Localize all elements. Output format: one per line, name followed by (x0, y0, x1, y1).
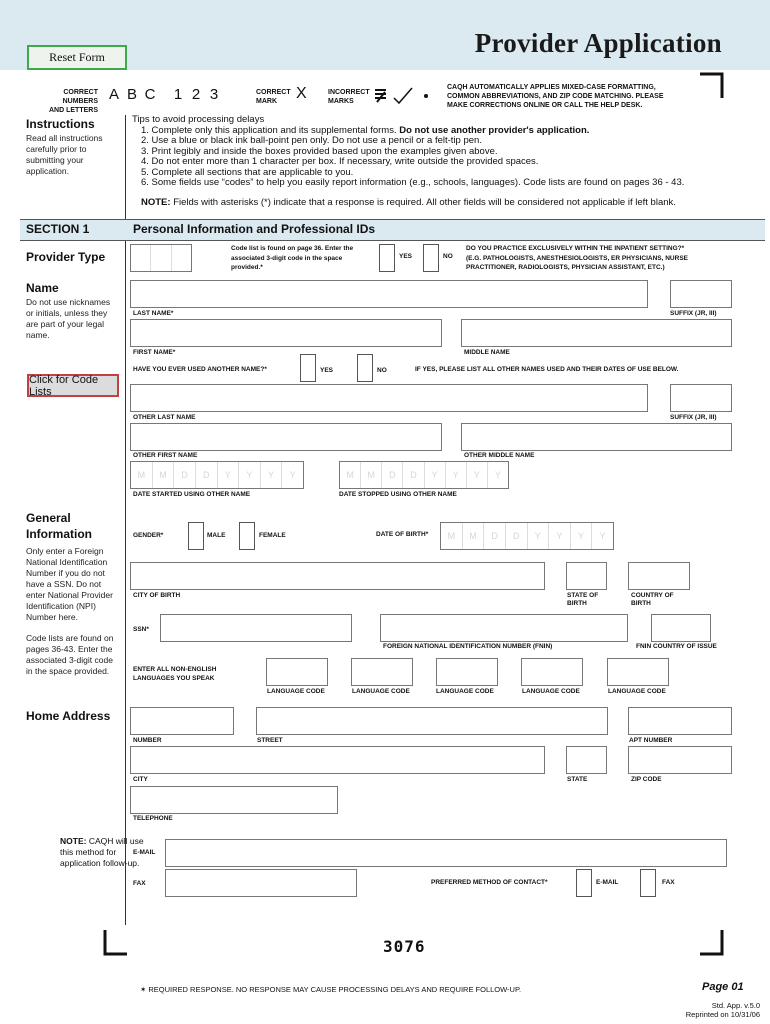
other-names-no-label: NO (377, 367, 387, 374)
other-names-note: IF YES, PLEASE LIST ALL OTHER NAMES USED AND THEIR DATES OF USE BELOW. (415, 366, 679, 373)
address-street-label: STREET (257, 737, 283, 744)
language-code-label-5: LANGUAGE CODE (608, 688, 666, 695)
email-label: E-MAIL (133, 849, 156, 856)
state-input[interactable] (566, 746, 607, 774)
corner-mark-top-right (700, 72, 724, 98)
inpatient-yes-checkbox[interactable] (379, 244, 395, 272)
language-code-input-4[interactable] (521, 658, 583, 686)
telephone-label: TELEPHONE (133, 815, 173, 822)
fax-input[interactable] (165, 869, 357, 897)
suffix-input[interactable] (670, 280, 732, 308)
country-of-birth-input[interactable] (628, 562, 690, 590)
gender-male-checkbox[interactable] (188, 522, 204, 550)
inpatient-yes-label: YES (399, 253, 413, 260)
zip-code-label: ZIP CODE (631, 776, 662, 783)
dob-label: DATE OF BIRTH* (376, 531, 429, 538)
provider-type-code-input[interactable] (130, 244, 192, 272)
other-suffix-label: SUFFIX (JR, III) (670, 414, 717, 421)
tips-block: Tips to avoid processing delays 1. Complete only this application and its supplemental forms. Do not use another provider's application. 2. Use a blue or black ink ball-point pen only. Do not use a pencil or a felt-tip pen. 3. Print legibly and inside the boxes provided based upon the examples given above. 4. Do not enter more than 1 character per box. If necessary, write outside the provided spaces. 5. Complete all sections that are applicable to you. 6. Some fields use “codes” to help you easily report information (e.g., schools, languages). Code lists are found on pages 36 - 43. (132, 114, 685, 188)
other-last-name-label: OTHER LAST NAME (133, 414, 196, 421)
address-street-input[interactable] (256, 707, 608, 735)
fnin-label: FOREIGN NATIONAL IDENTIFICATION NUMBER (FNIN) (383, 643, 553, 650)
languages-label: ENTER ALL NON-ENGLISH LANGUAGES YOU SPEAK (133, 666, 217, 682)
required-fields-note: NOTE: Fields with asterisks (*) indicate that a response is required. All other fields will be considered not applicable if left blank. (141, 197, 676, 208)
language-code-input-1[interactable] (266, 658, 328, 686)
first-name-input[interactable] (130, 319, 442, 347)
last-name-label: LAST NAME* (133, 310, 174, 317)
telephone-input[interactable] (130, 786, 338, 814)
language-side-note: Code lists are found on pages 36-43. Enter the associated 3-digit code in the space provided. (26, 633, 114, 676)
form-number: 3076 (383, 937, 426, 956)
other-names-yes-checkbox[interactable] (300, 354, 316, 382)
apt-number-label: APT NUMBER (629, 737, 673, 744)
city-of-birth-label: CITY OF BIRTH (133, 592, 181, 599)
general-info-heading: General Information (26, 511, 92, 541)
correct-numbers-label: CORRECT NUMBERS AND LETTERS (49, 89, 98, 114)
last-name-input[interactable] (130, 280, 648, 308)
fnin-country-label: FNIN COUNTRY OF ISSUE (636, 643, 717, 650)
section-number: SECTION 1 (26, 222, 90, 236)
preferred-fax-label: FAX (662, 879, 675, 886)
ssn-label: SSN* (133, 626, 149, 633)
gender-male-label: MALE (207, 532, 226, 539)
state-label: STATE (567, 776, 588, 783)
other-first-name-label: OTHER FIRST NAME (133, 452, 198, 459)
incorrect-marks-icon (372, 84, 436, 106)
apt-number-input[interactable] (628, 707, 732, 735)
email-input[interactable] (165, 839, 727, 867)
sample-characters: A B C 1 2 3 (108, 86, 219, 103)
name-side-text: Do not use nicknames or initials, unless they are part of your legal name. (26, 297, 111, 340)
fax-label: FAX (133, 880, 146, 887)
inpatient-no-label: NO (443, 253, 453, 260)
version-info: Std. App. v.5.0 Reprinted on 10/31/06 (685, 1001, 760, 1019)
correct-mark-label: CORRECT MARK (256, 89, 291, 105)
other-names-yes-label: YES (320, 367, 334, 374)
incorrect-marks-label: INCORRECT MARKS (328, 89, 370, 105)
other-middle-name-input[interactable] (461, 423, 732, 451)
first-name-label: FIRST NAME* (133, 349, 176, 356)
provider-type-heading: Provider Type (26, 250, 106, 264)
address-number-label: NUMBER (133, 737, 162, 744)
fnin-side-note: Only enter a Foreign National Identification Number if you do not have a SSN. Do not enter National Provider Identification (NPI) Number here. (26, 546, 113, 622)
date-started-input[interactable]: M M D D Y Y Y Y (130, 461, 304, 489)
preferred-fax-checkbox[interactable] (640, 869, 656, 897)
country-of-birth-label: COUNTRY OF BIRTH (631, 592, 674, 607)
other-first-name-input[interactable] (130, 423, 442, 451)
contact-method-note: NOTE: CAQH will use this method for application follow-up. (60, 836, 144, 868)
zip-code-input[interactable] (628, 746, 732, 774)
reset-form-button[interactable]: Reset Form (27, 45, 127, 70)
fnin-input[interactable] (380, 614, 628, 642)
date-started-label: DATE STARTED USING OTHER NAME (133, 491, 251, 498)
gender-female-label: FEMALE (259, 532, 286, 539)
dob-input[interactable]: M M D D Y Y Y Y (440, 522, 614, 550)
language-code-input-3[interactable] (436, 658, 498, 686)
other-middle-name-label: OTHER MIDDLE NAME (464, 452, 535, 459)
gender-female-checkbox[interactable] (239, 522, 255, 550)
preferred-email-label: E-MAIL (596, 879, 619, 886)
language-code-input-5[interactable] (607, 658, 669, 686)
address-number-input[interactable] (130, 707, 234, 735)
page-number: Page 01 (702, 981, 744, 993)
state-of-birth-input[interactable] (566, 562, 607, 590)
language-code-label-1: LANGUAGE CODE (267, 688, 325, 695)
language-code-input-2[interactable] (351, 658, 413, 686)
correct-mark-sample: X (296, 85, 307, 102)
city-of-birth-input[interactable] (130, 562, 545, 590)
other-names-question: HAVE YOU EVER USED ANOTHER NAME?* (133, 366, 267, 373)
city-label: CITY (133, 776, 148, 783)
fnin-country-input[interactable] (651, 614, 711, 642)
required-response-note: ✶ REQUIRED RESPONSE. NO RESPONSE MAY CAUSE PROCESSING DELAYS AND REQUIRE FOLLOW-UP. (140, 985, 522, 994)
name-heading: Name (26, 281, 59, 295)
date-stopped-input[interactable]: M M D D Y Y Y Y (339, 461, 509, 489)
inpatient-no-checkbox[interactable] (423, 244, 439, 272)
preferred-email-checkbox[interactable] (576, 869, 592, 897)
other-suffix-input[interactable] (670, 384, 732, 412)
inpatient-question: DO YOU PRACTICE EXCLUSIVELY WITHIN THE INPATIENT SETTING?* (E.G. PATHOLOGISTS, ANESTHESIOLOGISTS, ER PHYSICIANS, NURSE PRACTITIONER, RADIOLOGISTS, PHYSICIAN ASSISTANT, ETC.) (466, 245, 688, 271)
language-code-label-4: LANGUAGE CODE (522, 688, 580, 695)
state-of-birth-label: STATE OF BIRTH (567, 592, 599, 607)
caqh-formatting-note: CAQH AUTOMATICALLY APPLIES MIXED-CASE FORMATTING, COMMON ABBREVIATIONS, AND ZIP CODE MATCHING. PLEASE MAKE CORRECTIONS ONLINE OR CALL THE HELP DESK. (447, 84, 664, 109)
city-input[interactable] (130, 746, 545, 774)
gender-label: GENDER* (133, 532, 164, 539)
ssn-input[interactable] (160, 614, 352, 642)
corner-mark-bottom-left (103, 930, 127, 956)
language-code-label-3: LANGUAGE CODE (436, 688, 494, 695)
corner-mark-bottom-right (700, 930, 724, 956)
other-last-name-input[interactable] (130, 384, 648, 412)
home-address-heading: Home Address (26, 709, 111, 723)
section-title: Personal Information and Professional IDs (133, 222, 376, 236)
middle-name-input[interactable] (461, 319, 732, 347)
middle-name-label: MIDDLE NAME (464, 349, 510, 356)
suffix-label: SUFFIX (JR, III) (670, 310, 717, 317)
preferred-contact-label: PREFERRED METHOD OF CONTACT* (431, 879, 548, 886)
instructions-side-text: Read all instructions carefully prior to submitting your application. (26, 133, 103, 176)
code-lists-button[interactable]: Click for Code Lists (27, 374, 119, 397)
section-header-bar (20, 219, 765, 241)
instructions-heading: Instructions (26, 117, 95, 131)
page-title: Provider Application (474, 28, 722, 58)
language-code-label-2: LANGUAGE CODE (352, 688, 410, 695)
date-stopped-label: DATE STOPPED USING OTHER NAME (339, 491, 457, 498)
other-names-no-checkbox[interactable] (357, 354, 373, 382)
provider-code-note: Code list is found on page 36. Enter the associated 3-digit code in the space provided.* (231, 245, 354, 271)
